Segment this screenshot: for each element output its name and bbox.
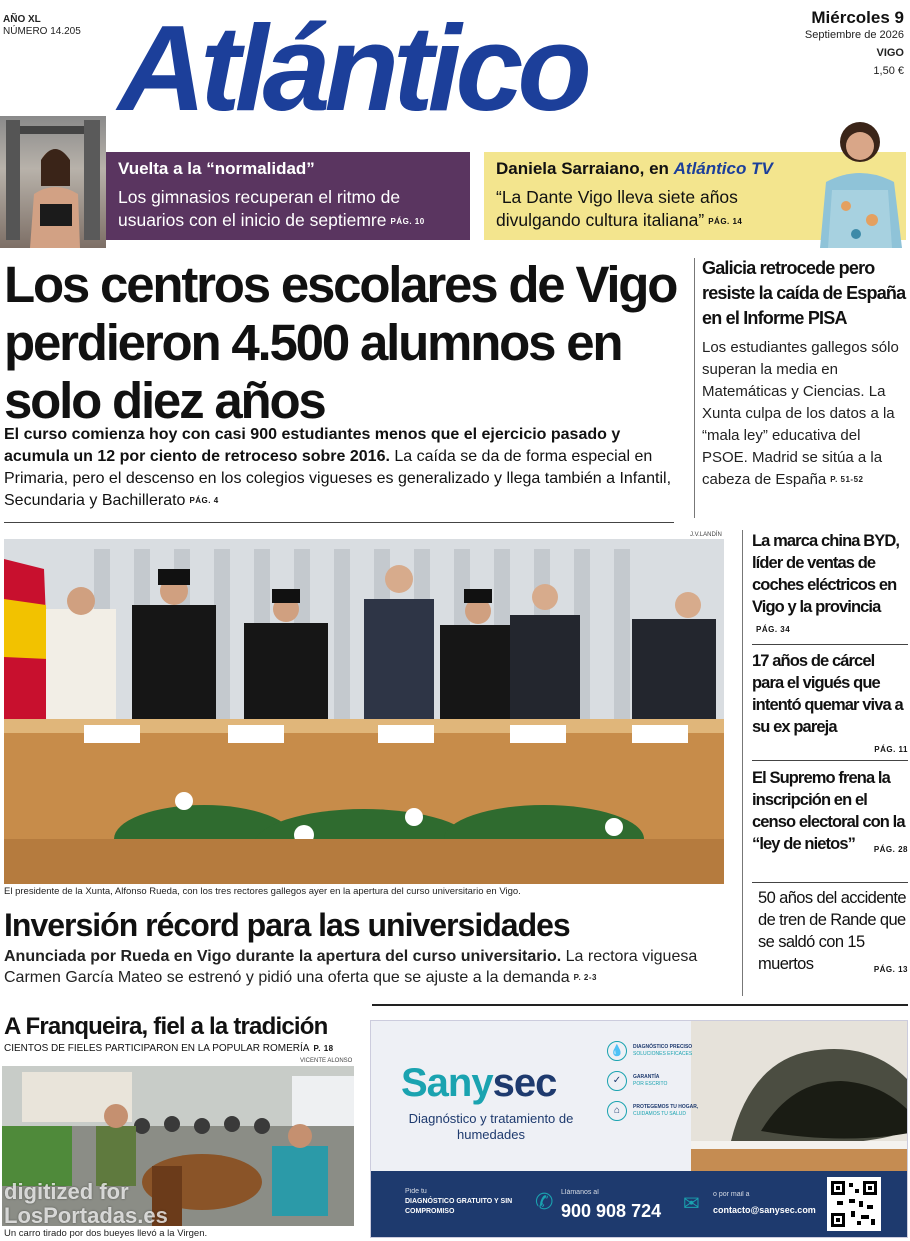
portrait-graphic [812,110,908,248]
divider [4,522,674,523]
page-ref: PÁG. 34 [756,624,791,634]
franqueira-headline[interactable]: A Franqueira, fiel a la tradición [4,1013,328,1040]
column-divider [694,258,695,518]
mail-icon: ✉ [683,1193,700,1215]
portrait-photo[interactable] [812,110,908,248]
atlantico-tv-brand: Atlántico TV [673,159,773,178]
qr-code-icon[interactable] [827,1177,881,1231]
gym-photo-graphic [0,116,106,248]
brief-byd[interactable]: La marca china BYD, líder de ventas de coches eléctricos en Vigo y la provinciaPÁG. 34 [752,530,908,641]
ad-phone[interactable]: 900 908 724 [561,1201,662,1221]
page-ref: PÁG. 4 [189,496,219,505]
issue-month: Septiembre de 2026 [804,29,904,41]
photo-credit: J.V.LANDÍN [690,532,722,538]
side-headline: Galicia retrocede pero resiste la caída de España en el Informe PISA [702,258,906,328]
university-lead-bold: Anunciada por Rueda en Vigo durante la apertura del curso universitario. [4,948,562,965]
university-lead [4,946,720,988]
mail-label: o por mail a [713,1191,750,1198]
drop-icon: 💧 [607,1041,627,1061]
main-headline[interactable]: Los centros escolares de Vigo perdieron 4.500 alumnos en solo diez años [4,256,677,429]
shield-icon: ✓ [607,1071,627,1091]
brief-supremo[interactable]: El Supremo frena la inscripción en el censo electoral con la “ley de nietos” PÁG. 28 [752,767,908,861]
issue-number: NÚMERO 14.205 [3,26,81,37]
column-divider [742,530,743,996]
issue-day: Miércoles 9 [811,8,904,27]
franqueira-credit: VICENTE ALONSO [300,1058,353,1064]
teaser-tv-body: “La Dante Vigo lleva siete años divulgando cultura italiana” PÁG. 14 [496,187,743,230]
watermark-line2: LosPortadas.es [4,1203,168,1228]
divider [752,760,908,761]
home-icon: ⌂ [607,1101,627,1121]
ad-feature: 💧 DIAGNÓSTICO PRECISO SOLUCIONES EFICACES [607,1041,707,1061]
ad-mail[interactable]: contacto@sanysec.com [713,1205,816,1215]
sanysec-logo: Sanysec [401,1061,557,1105]
page-ref: PÁG. 11 [874,744,908,754]
phone-label: Llámanos al [561,1189,599,1196]
divider [752,882,908,883]
photo-caption: El presidente de la Xunta, Alfonso Rueda, con los tres rectores gallegos ayer en la apertura del curso universitario en Vigo. [4,886,521,897]
page-ref: PÁG. 28 [873,845,908,854]
phone-icon: ✆ [535,1189,554,1214]
ad-feature: ⌂ PROTEGEMOS TU HOGAR, CUIDAMOS TU SALUD [607,1101,707,1121]
ad-features [607,1041,707,1121]
main-lead-bold: El curso comienza hoy con casi 900 estudiantes menos que el ejercicio pasado y acumula un 12 por ciento de retroceso sobre 2016. [4,426,621,465]
franqueira-subhead: CIENTOS DE FIELES PARTICIPARON EN LA POPULAR ROMERÍA P. 18 [4,1043,334,1055]
teaser-gyms-body: Los gimnasios recuperan el ritmo de usuarios con el inicio de septiemre PÁG. 10 [118,187,425,230]
page-ref: PÁG. 13 [873,965,908,974]
ad-cta: Pide tu DIAGNÓSTICO GRATUITO Y SIN COMPROMISO [405,1188,513,1215]
ad-footer [371,1171,908,1238]
issue-price: 1,50 € [873,65,904,77]
side-story[interactable] [702,256,906,491]
brief-rande[interactable]: 50 años del accidente de tren de Rande que se saldó con 15 muertos PÁG. 13 [758,887,908,981]
issue-city: VIGO [876,47,904,59]
issue-info [3,14,81,38]
university-lead-rest: La rectora viguesa Carmen García Mateo se estrenó y pidió una oferta que se ajuste a la demanda [4,948,698,986]
divider [372,1004,908,1006]
teaser-tv-title: Daniela Sarraiano, en Atlántico TV [496,159,773,178]
qr-graphic [831,1181,877,1227]
ad-feature: ✓ GARANTÍA POR ESCRITO [607,1071,707,1091]
sanysec-ad[interactable] [370,1020,908,1238]
franqueira-caption: Un carro tirado por dos bueyes llevó a la Virgen. [4,1228,208,1239]
page-ref: P. 51-52 [830,475,864,485]
page-ref: PÁG. 14 [708,216,743,226]
damp-wall-graphic [691,1021,908,1171]
date-block [805,8,904,79]
gym-photo[interactable] [0,116,106,248]
issue-year: AÑO XL [3,14,41,25]
ceremony-graphic [4,539,724,884]
teaser-gyms[interactable] [106,152,470,240]
brief-prison[interactable]: 17 años de cárcel para el vigués que intentó quemar viva a su ex pareja PÁG. 11 [752,650,908,761]
university-headline[interactable]: Inversión récord para las universidades [4,907,570,943]
divider [752,644,908,645]
main-lead [4,424,676,512]
main-lead-rest: La caída se da de forma especial en Primaria, pero el descenso en los colegios vigueses es generalizado y llega también a Infantil, Secundaria y Bachillerato [4,448,672,510]
page-ref: P. 18 [313,1044,334,1053]
watermark-line1: digitized for [4,1179,129,1204]
newspaper-logo[interactable]: Atlántico [118,0,586,136]
page-ref: P. 2-3 [573,973,597,983]
watermark [4,1180,168,1228]
sanysec-tagline: Diagnóstico y tratamiento de humedades [408,1111,574,1142]
page-ref: PÁG. 10 [390,216,425,226]
ceremony-photo[interactable] [4,539,724,884]
side-body: Los estudiantes gallegos sólo superan la media en Matemáticas y Ciencias. La Xunta culpa de los datos a la “mala ley” educativa del PSOE. Madrid se sitúa a la cabeza de España P. 51-52 [702,339,899,488]
teaser-gyms-title: Vuelta a la “normalidad” [118,159,315,178]
